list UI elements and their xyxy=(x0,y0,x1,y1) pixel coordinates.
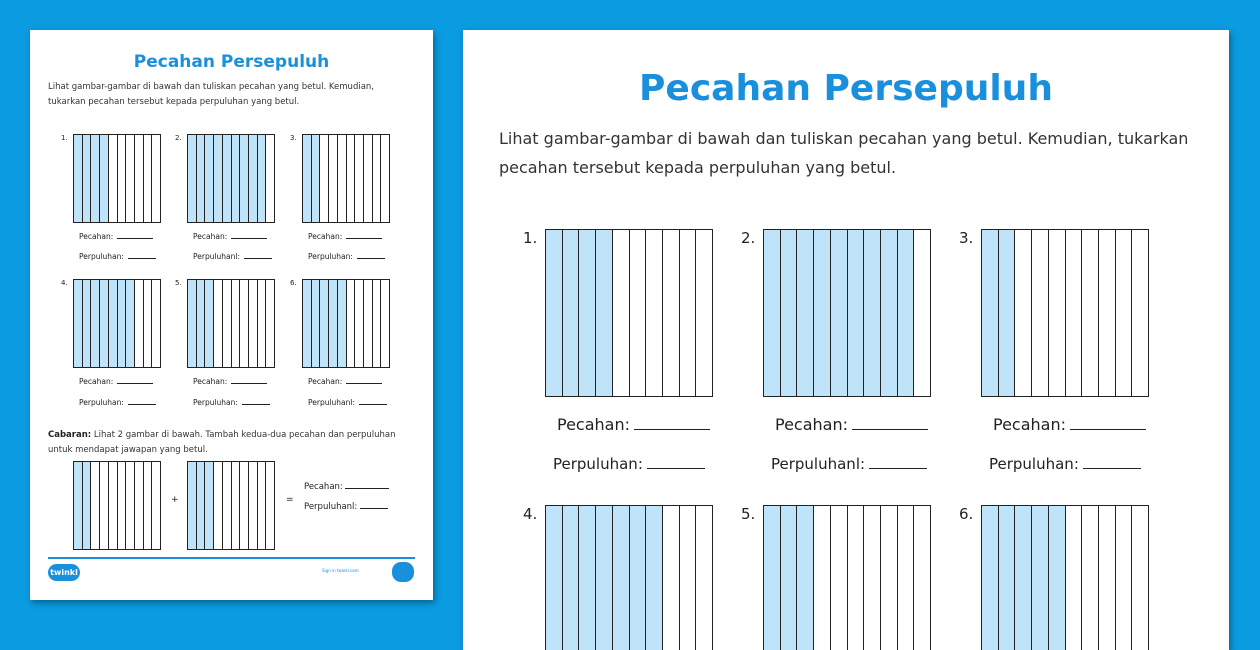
fraction-answer[interactable] xyxy=(79,232,153,241)
fraction-answer[interactable] xyxy=(79,377,153,386)
empty-strip xyxy=(662,230,679,396)
problem-number: 6. xyxy=(290,279,297,287)
empty-strip xyxy=(1065,230,1082,396)
empty-strip xyxy=(151,462,160,549)
shaded-strip xyxy=(303,280,311,367)
answer-blank[interactable] xyxy=(852,429,928,430)
empty-strip xyxy=(231,280,240,367)
plus-sign: + xyxy=(171,495,179,505)
page-title: Pecahan Persepuluh xyxy=(639,68,1053,109)
shaded-strip xyxy=(82,280,91,367)
empty-strip xyxy=(257,280,266,367)
answer-blank[interactable] xyxy=(357,258,385,259)
empty-strip xyxy=(913,506,930,650)
answer-blank[interactable] xyxy=(231,383,267,384)
empty-strip xyxy=(222,280,231,367)
empty-strip xyxy=(99,462,108,549)
empty-strip xyxy=(143,135,152,222)
empty-strip xyxy=(363,280,372,367)
shaded-strip xyxy=(231,135,240,222)
shaded-strip xyxy=(90,280,99,367)
challenge-fraction-label: Pecahan: xyxy=(304,482,389,492)
problem-number: 4. xyxy=(61,279,68,287)
shaded-strip xyxy=(764,506,780,650)
worksheet-thumbnail[interactable] xyxy=(30,30,433,600)
shaded-strip xyxy=(1048,506,1065,650)
empty-strip xyxy=(679,506,696,650)
empty-strip xyxy=(265,135,274,222)
shaded-strip xyxy=(303,135,311,222)
empty-strip xyxy=(248,462,257,549)
challenge-bar-left xyxy=(73,461,161,550)
empty-strip xyxy=(662,506,679,650)
answer-label: Perpuluhan: xyxy=(989,455,1079,473)
empty-strip xyxy=(134,135,143,222)
answer-blank[interactable] xyxy=(1070,429,1146,430)
shaded-strip xyxy=(796,506,813,650)
answer-label: Perpuluhanl: xyxy=(771,455,866,473)
answer-label: Perpuluhanl: xyxy=(308,398,356,407)
shaded-strip xyxy=(847,230,864,396)
shaded-strip xyxy=(780,230,797,396)
problem-number: 5. xyxy=(741,505,756,523)
empty-strip xyxy=(695,506,712,650)
fraction-bar-3 xyxy=(302,134,390,223)
fraction-bar-5 xyxy=(187,279,275,368)
shaded-strip xyxy=(764,230,780,396)
answer-label: Pecahan: xyxy=(79,232,114,241)
empty-strip xyxy=(1131,230,1148,396)
empty-strip xyxy=(239,462,248,549)
empty-strip xyxy=(108,135,117,222)
empty-strip xyxy=(143,280,152,367)
answer-blank[interactable] xyxy=(359,404,387,405)
fraction-answer[interactable] xyxy=(775,415,928,434)
answer-label: Perpuluhan: xyxy=(79,252,124,261)
fraction-bar-5 xyxy=(763,505,931,650)
shaded-strip xyxy=(196,462,205,549)
answer-label: Pecahan: xyxy=(775,415,848,434)
problem-number: 2. xyxy=(741,229,756,247)
answer-blank[interactable] xyxy=(346,238,382,239)
answer-label: Pecahan: xyxy=(993,415,1066,434)
empty-strip xyxy=(612,230,629,396)
shaded-strip xyxy=(117,280,126,367)
empty-strip xyxy=(830,506,847,650)
shaded-strip xyxy=(645,506,662,650)
empty-strip xyxy=(239,280,248,367)
empty-strip xyxy=(134,462,143,549)
instructions: Lihat gambar-gambar di bawah dan tuliskan pecahan yang betul. Kemudian, tukarkan pecahan tersebut kepada perpuluhan yang betul. xyxy=(499,129,1189,177)
shaded-strip xyxy=(998,230,1015,396)
problem-number: 3. xyxy=(959,229,974,247)
empty-strip xyxy=(1081,506,1098,650)
shaded-strip xyxy=(311,280,320,367)
empty-strip xyxy=(679,230,696,396)
shaded-strip xyxy=(813,230,830,396)
decimal-answer[interactable] xyxy=(771,455,927,473)
fraction-bar-6 xyxy=(302,279,390,368)
empty-strip xyxy=(143,462,152,549)
empty-strip xyxy=(847,506,864,650)
decimal-answer[interactable] xyxy=(989,455,1141,473)
problem-number: 6. xyxy=(959,505,974,523)
empty-strip xyxy=(231,462,240,549)
answer-blank[interactable] xyxy=(346,383,382,384)
shaded-strip xyxy=(82,135,91,222)
shaded-strip xyxy=(578,506,595,650)
shaded-strip xyxy=(108,280,117,367)
shaded-strip xyxy=(90,135,99,222)
decimal-answer[interactable] xyxy=(193,252,272,261)
shaded-strip xyxy=(998,506,1015,650)
shaded-strip xyxy=(562,506,579,650)
problem-number: 2. xyxy=(175,134,182,142)
empty-strip xyxy=(372,135,381,222)
twinkl-badge-icon xyxy=(392,562,414,582)
answer-label: Pecahan: xyxy=(308,232,343,241)
shaded-strip xyxy=(204,462,213,549)
empty-strip xyxy=(913,230,930,396)
answer-blank[interactable] xyxy=(117,238,153,239)
shaded-strip xyxy=(830,230,847,396)
decimal-answer[interactable] xyxy=(193,398,270,407)
empty-strip xyxy=(372,280,381,367)
fraction-answer[interactable] xyxy=(193,377,267,386)
decimal-answer[interactable] xyxy=(553,455,705,473)
problem-number: 4. xyxy=(523,505,538,523)
shaded-strip xyxy=(257,135,266,222)
shaded-strip xyxy=(780,506,797,650)
shaded-strip xyxy=(99,135,108,222)
empty-strip xyxy=(117,462,126,549)
fraction-answer[interactable] xyxy=(993,415,1146,434)
fraction-bar-6 xyxy=(981,505,1149,650)
challenge-text xyxy=(48,428,414,458)
decimal-answer[interactable] xyxy=(79,252,156,261)
problem-number: 1. xyxy=(61,134,68,142)
page-title: Pecahan Persepuluh xyxy=(133,52,330,72)
decimal-answer[interactable] xyxy=(79,398,156,407)
empty-strip xyxy=(354,135,363,222)
answer-label: Pecahan: xyxy=(193,377,228,386)
empty-strip xyxy=(213,280,222,367)
empty-strip xyxy=(108,462,117,549)
fraction-bar-2 xyxy=(187,134,275,223)
answer-blank[interactable] xyxy=(242,404,270,405)
fraction-answer[interactable] xyxy=(308,232,382,241)
empty-strip xyxy=(880,506,897,650)
empty-strip xyxy=(134,280,143,367)
empty-strip xyxy=(1065,506,1082,650)
shaded-strip xyxy=(188,462,196,549)
empty-strip xyxy=(1031,230,1048,396)
answer-label: Perpuluhan: xyxy=(308,252,353,261)
shaded-strip xyxy=(1031,506,1048,650)
answer-blank[interactable] xyxy=(244,258,272,259)
shaded-strip xyxy=(74,280,82,367)
empty-strip xyxy=(363,135,372,222)
empty-strip xyxy=(1081,230,1098,396)
answer-label: Pecahan: xyxy=(308,377,343,386)
shaded-strip xyxy=(595,506,612,650)
shaded-strip xyxy=(213,135,222,222)
empty-strip xyxy=(90,462,99,549)
empty-strip xyxy=(354,280,363,367)
footer-rule xyxy=(48,557,415,559)
challenge-body: Lihat 2 gambar di bawah. Tambah kedua-dua pecahan dan perpuluhan untuk mendapat jawapan yang betul. xyxy=(48,430,396,455)
shaded-strip xyxy=(188,280,196,367)
instructions: Lihat gambar-gambar di bawah dan tuliskan pecahan yang betul. Kemudian, tukarkan pecahan tersebut kepada perpuluhan yang betul. xyxy=(48,82,374,107)
empty-strip xyxy=(151,280,160,367)
answer-label: Perpuluhan: xyxy=(79,398,124,407)
shaded-strip xyxy=(248,135,257,222)
answer-label: Pecahan: xyxy=(79,377,114,386)
empty-strip xyxy=(813,506,830,650)
answer-blank[interactable] xyxy=(1083,468,1141,469)
shaded-strip xyxy=(546,230,562,396)
answer-blank[interactable] xyxy=(634,429,710,430)
shaded-strip xyxy=(222,135,231,222)
shaded-strip xyxy=(863,230,880,396)
shaded-strip xyxy=(74,462,82,549)
answer-blank[interactable] xyxy=(128,404,156,405)
empty-strip xyxy=(1115,506,1132,650)
empty-strip xyxy=(222,462,231,549)
shaded-strip xyxy=(880,230,897,396)
answer-blank[interactable] xyxy=(869,468,927,469)
fraction-bar-2 xyxy=(763,229,931,397)
answer-label: Perpuluhan: xyxy=(553,455,643,473)
answer-label: Perpuluhan: xyxy=(193,398,238,407)
empty-strip xyxy=(257,462,266,549)
empty-strip xyxy=(1098,506,1115,650)
shaded-strip xyxy=(311,135,320,222)
shaded-strip xyxy=(239,135,248,222)
shaded-strip xyxy=(629,506,646,650)
empty-strip xyxy=(1014,230,1031,396)
decimal-answer[interactable] xyxy=(308,252,385,261)
fraction-bar-1 xyxy=(545,229,713,397)
problem-number: 5. xyxy=(175,279,182,287)
empty-strip xyxy=(346,135,355,222)
answer-blank[interactable] xyxy=(231,238,267,239)
answer-blank[interactable] xyxy=(647,468,705,469)
fraction-answer[interactable] xyxy=(193,232,267,241)
empty-strip xyxy=(1098,230,1115,396)
empty-strip xyxy=(1131,506,1148,650)
empty-strip xyxy=(248,280,257,367)
decimal-answer[interactable] xyxy=(308,398,387,407)
shaded-strip xyxy=(796,230,813,396)
empty-strip xyxy=(897,506,914,650)
shaded-strip xyxy=(337,280,346,367)
empty-strip xyxy=(265,280,274,367)
shaded-strip xyxy=(897,230,914,396)
empty-strip xyxy=(695,230,712,396)
shaded-strip xyxy=(578,230,595,396)
shaded-strip xyxy=(82,462,91,549)
challenge-label: Cabaran: xyxy=(48,430,92,440)
empty-strip xyxy=(1048,230,1065,396)
empty-strip xyxy=(328,135,337,222)
shaded-strip xyxy=(319,280,328,367)
twinkl-logo-icon: twinkl xyxy=(48,564,80,581)
fraction-bar-4 xyxy=(545,505,713,650)
shaded-strip xyxy=(612,506,629,650)
empty-strip xyxy=(337,135,346,222)
shaded-strip xyxy=(562,230,579,396)
answer-label: Pecahan: xyxy=(193,232,228,241)
empty-strip xyxy=(319,135,328,222)
shaded-strip xyxy=(188,135,196,222)
shaded-strip xyxy=(196,135,205,222)
problem-number: 1. xyxy=(523,229,538,247)
empty-strip xyxy=(125,462,134,549)
shaded-strip xyxy=(196,280,205,367)
answer-label: Perpuluhanl: xyxy=(193,252,241,261)
shaded-strip xyxy=(982,506,998,650)
shaded-strip xyxy=(74,135,82,222)
shaded-strip xyxy=(328,280,337,367)
shaded-strip xyxy=(99,280,108,367)
empty-strip xyxy=(213,462,222,549)
shaded-strip xyxy=(546,506,562,650)
empty-strip xyxy=(380,135,389,222)
shaded-strip xyxy=(125,280,134,367)
empty-strip xyxy=(629,230,646,396)
empty-strip xyxy=(151,135,160,222)
shaded-strip xyxy=(982,230,998,396)
fraction-bar-1 xyxy=(73,134,161,223)
empty-strip xyxy=(346,280,355,367)
shaded-strip xyxy=(595,230,612,396)
empty-strip xyxy=(1115,230,1132,396)
empty-strip xyxy=(125,135,134,222)
equals-sign: = xyxy=(286,495,294,505)
fraction-bar-3 xyxy=(981,229,1149,397)
shaded-strip xyxy=(204,280,213,367)
challenge-decimal-label: Perpuluhanl: xyxy=(304,502,388,512)
fraction-bar-4 xyxy=(73,279,161,368)
footer-text: Sign in twinkl.com xyxy=(322,568,359,573)
shaded-strip xyxy=(204,135,213,222)
fraction-answer[interactable] xyxy=(308,377,382,386)
empty-strip xyxy=(863,506,880,650)
answer-blank[interactable] xyxy=(117,383,153,384)
empty-strip xyxy=(380,280,389,367)
answer-label: Pecahan: xyxy=(557,415,630,434)
problem-number: 3. xyxy=(290,134,297,142)
empty-strip xyxy=(265,462,274,549)
empty-strip xyxy=(117,135,126,222)
challenge-bar-right xyxy=(187,461,275,550)
answer-blank[interactable] xyxy=(128,258,156,259)
shaded-strip xyxy=(1014,506,1031,650)
fraction-answer[interactable] xyxy=(557,415,710,434)
worksheet-zoomed[interactable] xyxy=(463,30,1229,650)
empty-strip xyxy=(645,230,662,396)
